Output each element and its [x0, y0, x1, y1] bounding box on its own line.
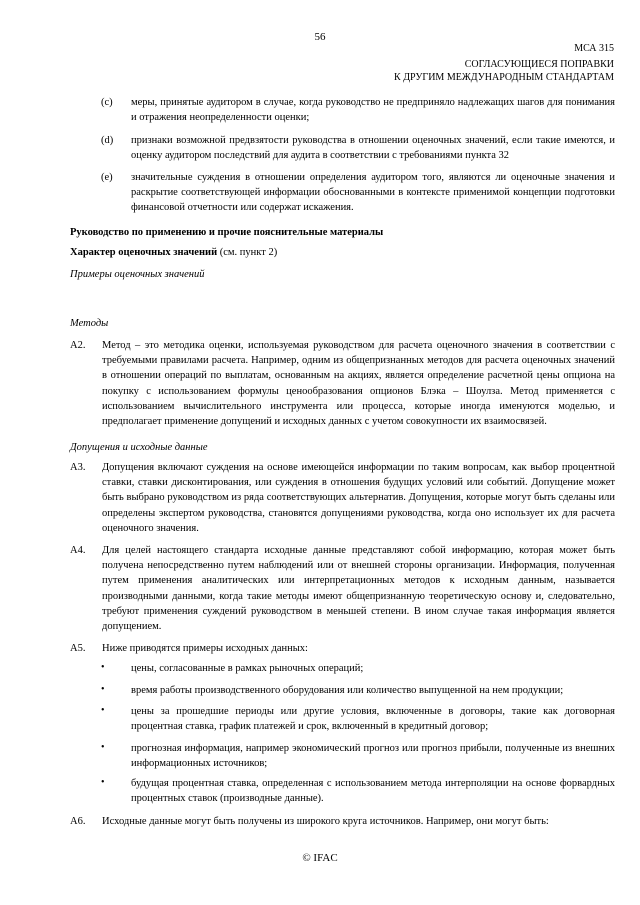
page-number: 56: [314, 31, 326, 43]
bullet-icon: •: [101, 684, 105, 695]
bullet-item: [101, 683, 615, 698]
paragraph-label: A4.: [70, 545, 86, 556]
bullet-text: будущая процентная ставка, определенная с использованием метода интерполяции на основе форвардных процентных ставок (производные данные).: [131, 778, 615, 805]
paragraph-a3: [70, 460, 615, 536]
list-item-label: (e): [101, 172, 113, 183]
list-item-c: [101, 95, 615, 125]
list-item-text: значительные суждения в отношении определения аудитором того, являются ли оценочные значения и раскрытие соответствующей информации обоснованными в контексте применимой концепции подготовки финансовой отчетности или содержат искажения.: [131, 172, 615, 214]
subsection-heading-text: Характер оценочных значений: [70, 247, 218, 258]
bullet-icon: •: [101, 662, 105, 673]
paragraph-a2: [70, 338, 615, 429]
bullet-text: цены за прошедшие периоды или другие условия, включенные в договоры, такие как договорная процентная ставка, график платежей и срок, включенный в кредитный договор;: [131, 706, 615, 733]
running-header: [394, 58, 614, 84]
list-item-e: [101, 170, 615, 216]
bullet-item: [101, 776, 615, 806]
paragraph-text: Допущения включают суждения на основе имеющейся информации по таким вопросам, как выбор процентной ставки, ставки дисконтирования, или суждения в отношения будущих условий или событий. Допущение может быть выбрано руководством из ряда соответствующих альтернатив. Допущения, которые могут быть сделаны или определены экспертом руководства, становятся допущениями руководства, когда оно использует их для расчета оценочного значения.: [102, 462, 615, 534]
list-item-label: (d): [101, 135, 114, 146]
paragraph-a6: [70, 814, 615, 829]
paragraph-label: A3.: [70, 462, 86, 473]
running-header-line2: К ДРУГИМ МЕЖДУНАРОДНЫМ СТАНДАРТАМ: [394, 72, 614, 83]
paragraph-text: Исходные данные могут быть получены из широкого круга источников. Например, они могут быть:: [102, 816, 549, 827]
list-item-text: меры, принятые аудитором в случае, когда руководство не предприняло надлежащих шагов для понимания и отражения неопределенности оценки;: [131, 97, 615, 124]
list-item-d: [101, 133, 615, 163]
bullet-text: прогнозная информация, например экономический прогноз или прогноз прибыли, полученные из внешних информационных источников;: [131, 743, 615, 770]
bullet-item: [101, 741, 615, 771]
list-item-label: (c): [101, 97, 113, 108]
subheading-examples: Примеры оценочных значений: [70, 269, 205, 280]
subsection-heading-nature: [70, 245, 615, 260]
paragraph-text: Ниже приводятся примеры исходных данных:: [102, 643, 308, 654]
bullet-text: цены, согласованные в рамках рыночных операций;: [131, 663, 364, 674]
paragraph-label: A6.: [70, 816, 86, 827]
paragraph-label: A2.: [70, 340, 86, 351]
bullet-item: [101, 661, 615, 676]
paragraph-a4: [70, 543, 615, 634]
section-heading-guidance: Руководство по применению и прочие пояснительные материалы: [70, 227, 384, 238]
subheading-assumptions: Допущения и исходные данные: [70, 442, 208, 453]
footer-copyright: © IFAC: [302, 852, 338, 864]
paragraph-a5: [70, 641, 615, 656]
bullet-text: время работы производственного оборудования или количество выпущенной на нем продукции;: [131, 685, 564, 696]
bullet-icon: •: [101, 777, 105, 788]
bullet-icon: •: [101, 705, 105, 716]
running-header-line1: СОГЛАСУЮЩИЕСЯ ПОПРАВКИ: [464, 59, 614, 70]
subsection-heading-ref: (см. пункт 2): [217, 247, 278, 258]
list-item-text: признаки возможной предвзятости руководства в отношении оценочных значений, если такие имеются, и оценку аудитором последствий для аудита в соответствии с требованиями пункта 32: [131, 135, 615, 162]
document-code: МСА 315: [574, 43, 614, 54]
subheading-methods: Методы: [70, 318, 109, 329]
paragraph-text: Метод – это методика оценки, используемая руководством для расчета оценочного значения в соответствии с требуемыми правилами расчета. Например, одним из общепризнанных методов для расчета оценочных значений в отношении операций по выплатам, основанным на акциях, является определение расчетной цены опциона на покупку с использованием формулы ценообразования опционов Блэка – Шоулза. Метод применяется с использованием вычислительного инструмента или процесса, которые иногда именуются моделью, и предполагает применение допущений и исходных данных с учетом совокупности их взаимосвязей.: [102, 340, 615, 428]
bullet-icon: •: [101, 742, 105, 753]
bullet-item: [101, 704, 615, 734]
paragraph-label: A5.: [70, 643, 86, 654]
paragraph-text: Для целей настоящего стандарта исходные данные представляют собой информацию, которая может быть получена непосредственно путем наблюдений или от внешней стороны организации. Информация, полученная путем применения аналитических или интерпретационных методов к исходным данным, называется производными данными, когда такие методы имеют общепризнанную теоретическую основу и, следовательно, требуют применения суждений руководством в меньшей степени. В ином случае такая информация является допущением.: [102, 545, 615, 633]
